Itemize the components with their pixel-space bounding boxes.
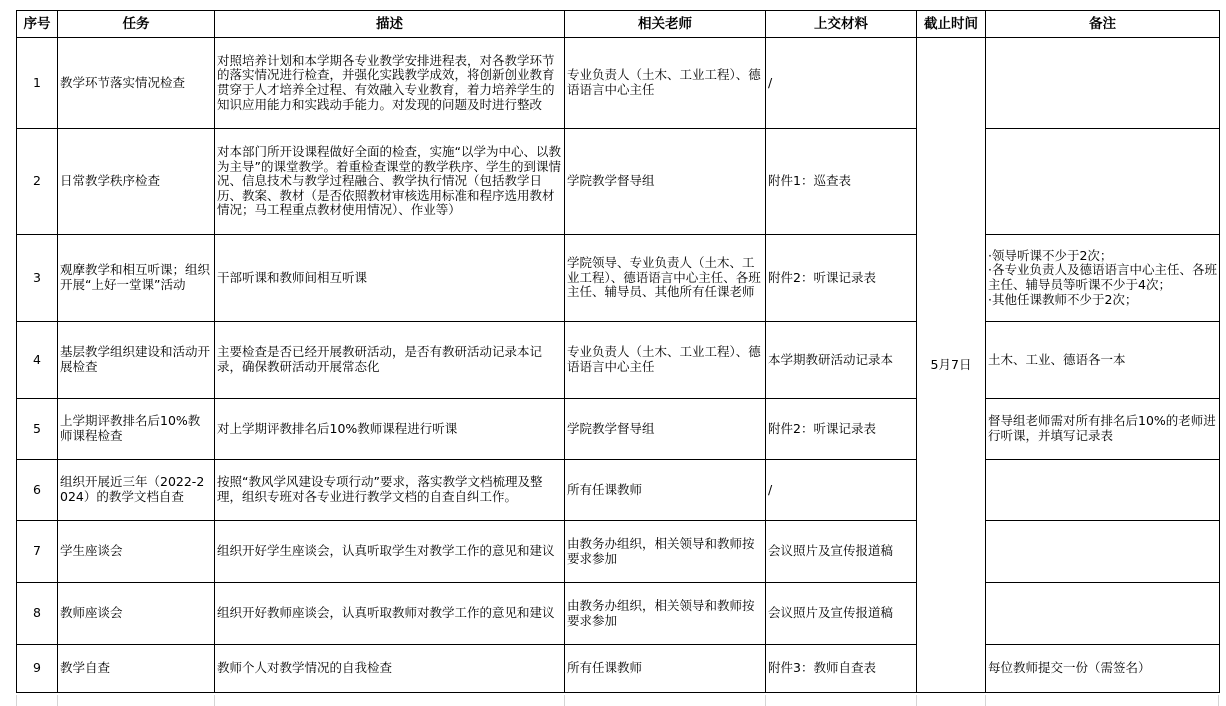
header-teacher[interactable]: 相关老师 [565, 11, 766, 38]
cell-materials[interactable]: 本学期教研活动记录本 [766, 322, 917, 399]
header-remarks[interactable]: 备注 [986, 11, 1220, 38]
table-row [17, 399, 1220, 460]
cell-teacher[interactable]: 学院领导、专业负责人（土木、工业工程）、德语语言中心主任、各班主任、辅导员、其他所有任课老师 [565, 235, 766, 322]
spreadsheet [16, 10, 1220, 693]
cell-teacher[interactable]: 由教务办组织，相关领导和教师按要求参加 [565, 521, 766, 583]
cell-seq[interactable]: 4 [17, 322, 58, 399]
task-table [16, 10, 1220, 693]
cell-teacher[interactable]: 所有任课教师 [565, 645, 766, 693]
cell-teacher[interactable]: 专业负责人（土木、工业工程）、德语语言中心主任 [565, 322, 766, 399]
cell-task[interactable]: 学生座谈会 [58, 521, 215, 583]
cell-teacher[interactable]: 学院教学督导组 [565, 399, 766, 460]
cell-remarks[interactable] [986, 583, 1220, 645]
header-desc[interactable]: 描述 [215, 11, 565, 38]
header-task[interactable]: 任务 [58, 11, 215, 38]
cell-seq[interactable]: 7 [17, 521, 58, 583]
cell-desc[interactable]: 对本部门所开设课程做好全面的检查，实施“以学为中心、以教为主导”的课堂教学。着重检查课堂的教学秩序、学生的到课情况、信息技术与教学过程融合、教学执行情况（包括教学日历、教案、教材（是否依照教材审核选用标准和程序选用教材情况；马工程重点教材使用情况）、作业等） [215, 129, 565, 235]
cell-materials[interactable]: 附件2：听课记录表 [766, 235, 917, 322]
cell-teacher[interactable]: 专业负责人（土木、工业工程）、德语语言中心主任 [565, 38, 766, 129]
table-row [17, 38, 1220, 129]
cell-remarks[interactable] [986, 521, 1220, 583]
cell-seq[interactable]: 1 [17, 38, 58, 129]
remark-line: ·领导听课不少于2次； [988, 247, 1113, 263]
table-row [17, 645, 1220, 693]
table-row [17, 322, 1220, 399]
remark-line: 每位教师提交一份（需签名） [988, 660, 1151, 676]
remark-line: 督导组老师需对所有排名后10%的老师进行听课，并填写记录表 [988, 413, 1216, 443]
cell-remarks[interactable] [986, 399, 1220, 460]
cell-remarks[interactable] [986, 322, 1220, 399]
table-row [17, 129, 1220, 235]
cell-seq[interactable]: 9 [17, 645, 58, 693]
cell-task[interactable]: 基层教学组织建设和活动开展检查 [58, 322, 215, 399]
cell-seq[interactable]: 3 [17, 235, 58, 322]
cell-desc[interactable]: 组织开好教师座谈会，认真听取教师对教学工作的意见和建议 [215, 583, 565, 645]
cell-desc[interactable]: 干部听课和教师间相互听课 [215, 235, 565, 322]
cell-materials[interactable]: 会议照片及宣传报道稿 [766, 521, 917, 583]
cell-seq[interactable]: 8 [17, 583, 58, 645]
cell-desc[interactable]: 教师个人对教学情况的自我检查 [215, 645, 565, 693]
cell-task[interactable]: 日常教学秩序检查 [58, 129, 215, 235]
cell-teacher[interactable]: 由教务办组织，相关领导和教师按要求参加 [565, 583, 766, 645]
cell-materials[interactable]: 会议照片及宣传报道稿 [766, 583, 917, 645]
cell-materials[interactable]: / [766, 460, 917, 521]
cell-deadline[interactable]: 5月7日 [917, 38, 986, 693]
gridline-strip [16, 695, 1219, 706]
cell-desc[interactable]: 对上学期评教排名后10%教师课程进行听课 [215, 399, 565, 460]
cell-task[interactable]: 教学环节落实情况检查 [58, 38, 215, 129]
header-seq[interactable]: 序号 [17, 11, 58, 38]
remark-line: ·各专业负责人及德语语言中心主任、各班主任、辅导员等听课不少于4次； [988, 262, 1217, 292]
table-row [17, 460, 1220, 521]
cell-remarks[interactable] [986, 645, 1220, 693]
remark-line: ·其他任课教师不少于2次； [988, 291, 1138, 307]
header-deadline[interactable]: 截止时间 [917, 11, 986, 38]
cell-seq[interactable]: 2 [17, 129, 58, 235]
remark-line: 土木、工业、德语各一本 [988, 351, 1126, 367]
table-row [17, 235, 1220, 322]
cell-desc[interactable]: 按照“教风学风建设专项行动”要求，落实教学文档梳理及整理，组织专班对各专业进行教学文档的自查自纠工作。 [215, 460, 565, 521]
cell-task[interactable]: 教学自查 [58, 645, 215, 693]
cell-remarks[interactable] [986, 129, 1220, 235]
table-row [17, 521, 1220, 583]
cell-task[interactable]: 教师座谈会 [58, 583, 215, 645]
cell-materials[interactable]: 附件3：教师自查表 [766, 645, 917, 693]
header-row [17, 11, 1220, 38]
cell-task[interactable]: 组织开展近三年（2022-2024）的教学文档自查 [58, 460, 215, 521]
cell-desc[interactable]: 对照培养计划和本学期各专业教学安排进程表，对各教学环节的落实情况进行检查，并强化实践教学成效，将创新创业教育贯穿于人才培养全过程、有效融入专业教育，着力培养学生的知识应用能力和实践动手能力。对发现的问题及时进行整改 [215, 38, 565, 129]
cell-task[interactable]: 上学期评教排名后10%教师课程检查 [58, 399, 215, 460]
cell-materials[interactable]: 附件1：巡查表 [766, 129, 917, 235]
cell-remarks[interactable] [986, 38, 1220, 129]
cell-desc[interactable]: 组织开好学生座谈会，认真听取学生对教学工作的意见和建议 [215, 521, 565, 583]
cell-seq[interactable]: 6 [17, 460, 58, 521]
cell-materials[interactable]: 附件2：听课记录表 [766, 399, 917, 460]
header-materials[interactable]: 上交材料 [766, 11, 917, 38]
cell-task[interactable]: 观摩教学和相互听课；组织开展“上好一堂课”活动 [58, 235, 215, 322]
cell-remarks[interactable] [986, 460, 1220, 521]
cell-seq[interactable]: 5 [17, 399, 58, 460]
cell-teacher[interactable]: 学院教学督导组 [565, 129, 766, 235]
table-row [17, 583, 1220, 645]
cell-remarks[interactable] [986, 235, 1220, 322]
cell-materials[interactable]: / [766, 38, 917, 129]
cell-desc[interactable]: 主要检查是否已经开展教研活动，是否有教研活动记录本记录，确保教研活动开展常态化 [215, 322, 565, 399]
cell-teacher[interactable]: 所有任课教师 [565, 460, 766, 521]
